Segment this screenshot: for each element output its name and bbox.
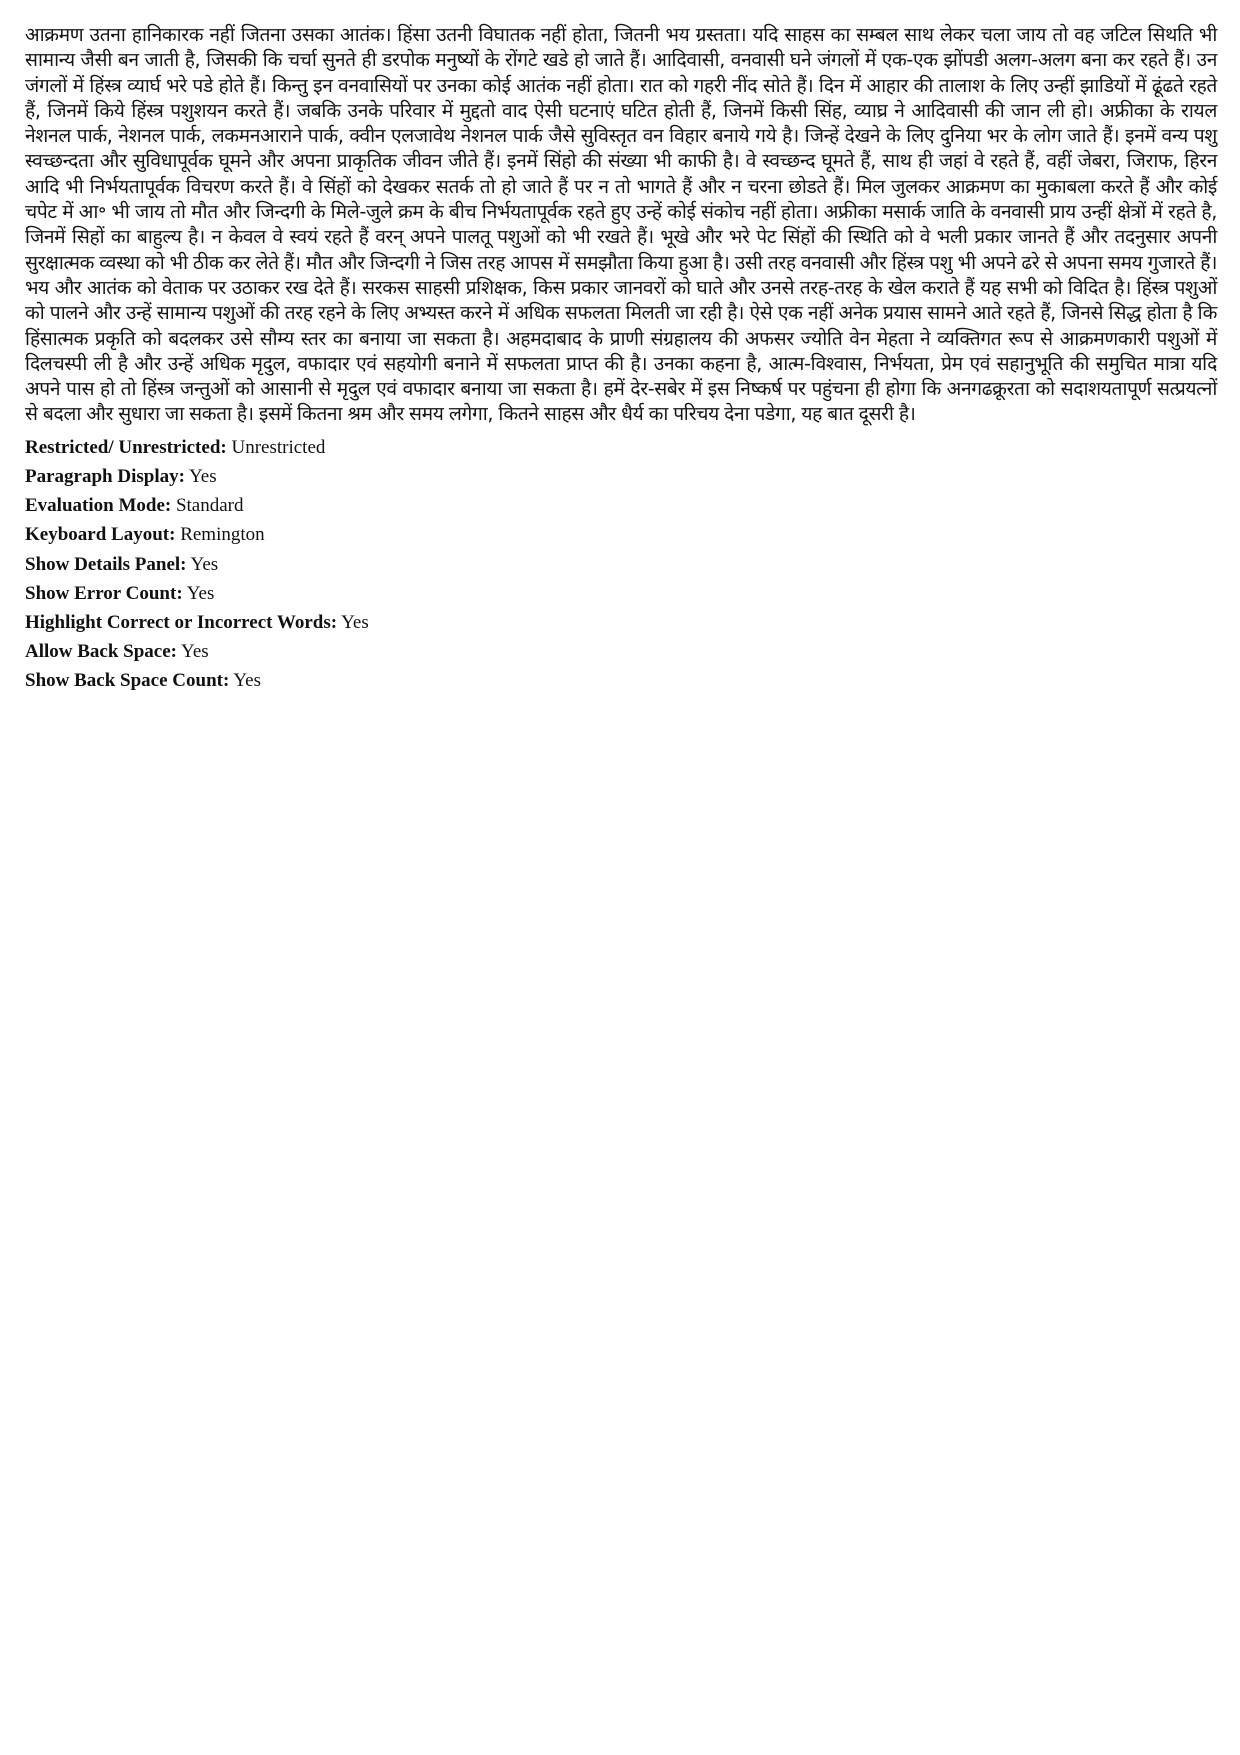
setting-allow-back-space [25,637,1217,666]
setting-value: Yes [188,465,217,487]
setting-label: Paragraph Display: [25,465,185,487]
setting-label: Show Error Count: [25,582,183,604]
setting-label: Highlight Correct or Incorrect Words: [25,611,338,633]
setting-label: Restricted/ Unrestricted: [25,436,227,458]
setting-value: Remington [180,524,265,546]
setting-highlight-words [25,608,1217,637]
setting-label: Allow Back Space: [25,641,177,663]
setting-value: Yes [181,641,209,663]
setting-show-error-count [25,579,1217,608]
setting-show-details-panel [25,550,1217,579]
setting-value: Yes [341,611,369,633]
hindi-passage: आक्रमण उतना हानिकारक नहीं जितना उसका आतंक। हिंसा उतनी विघातक नहीं होता, जितनी भय ग्रस्तता। यदि साहस का सम्बल साथ लेकर चला जाय तो वह जटिल सिथति भी सामान्य जैसी बन जाती है, जिसकी कि चर्चा सुनते ही डरपोक मनुष्यों के रोंगटे खडे हो जाते हैं। आदिवासी, वनवासी घने जंगलों में एक-एक झोंपडी अलग-अलग बना कर रहते हैं। उन जंगलों में हिंस्त्र व्यार्घ भरे पडे होते हैं। किन्तु इन वनवासियों पर उनका कोई आतंक नहीं होता। रात को गहरी नींद सोते हैं। दिन में आहार की तालाश के लिए उन्हीं झाडियों में ढूंढते रहते हैं, जिनमें किये हिंस्त्र पशुशयन करते हैं। जबकि उनके परिवार में मुद्दतो वाद ऐसी घटनाएं घटित होती हैं, जिनमें किसी सिंह, व्याघ्र ने आदिवासी की जान ली हो। अफ्रीका के रायल नेशनल पार्क, नेशनल पार्क, लकमनआराने पार्क, क्वीन एलजावेथ नेशनल पार्क जैसे सुविस्तृत वन विहार बनाये गये है। जिन्हें देखने के लिए दुनिया भर के लोग जाते हैं। इनमें वन्य पशु स्वच्छन्दता और सुविधापूर्वक घूमने और अपना प्राकृतिक जीवन जीते हैं। इनमें सिंहो की संख्या भी काफी है। वे स्वच्छन्द घूमते हैं, साथ ही जहां वे रहते हैं, वहीं जेबरा, जिराफ, हिरन आदि भी निर्भयतापूर्वक विचरण करते हैं। वे सिंहों को देखकर सतर्क तो हो जाते हैं पर न तो भागते हैं और न चरना छोडते हैं। मिल जुलकर आक्रमण का मुकाबला करते हैं और कोई चपेट में आ॰ भी जाय तो मौत और जिन्दगी के मिले-जुले क्रम के बीच निर्भयतापूर्वक रहते हुए उन्हें कोई संकोच नहीं होता। अफ्रीका मसार्क जाति के वनवासी प्राय उन्हीं क्षेत्रों में रहते है, जिनमें सिहों का बाहुल्य है। न केवल वे स्वयं रहते हैं वरन् अपने पालतू पशुओं को भी रखते हैं। भूखे और भरे पेट सिंहों की स्थिति को वे भली प्रकार जानते हैं और तदनुसार अपनी सुरक्षात्मक व्वस्था को भी ठीक कर लेते हैं। मौत और जिन्दगी ने जिस तरह आपस में समझौता किया हुआ है। उसी तरह वनवासी और हिंस्त्र पशु भी अपने ढरे से अपना समय गुजारते हैं। भय और आतंक को वेताक पर उठाकर रख देते हैं। सरकस साहसी प्रशिक्षक, किस प्रकार जानवरों को घाते और उनसे तरह-तरह के खेल कराते हैं यह सभी को विदित है। हिंस्त्र पशुओं को पालने और उन्हें सामान्य पशुओं की तरह रहने के लिए अभ्यस्त करने में अधिक सफलता मिलती जा रही है। ऐसे एक नहीं अनेक प्रयास सामने आते रहते हैं, जिनसे सिद्ध होता है कि हिंसात्मक प्रकृति को बदलकर उसे सौम्य स्तर का बनाया जा सकता है। अहमदाबाद के प्राणी संग्रहालय की अफसर ज्योति वेन मेहता ने व्यक्तिगत रूप से आक्रमणकारी पशुओं में दिलचस्पी ली है और उन्हें अधिक मृदुल, वफादार एवं सहयोगी बनाने में सफलता प्राप्त की है। उनका कहना है, आत्म-विश्वास, निर्भयता, प्रेम एवं सहानुभूति की समुचित मात्रा यदि अपने पास हो तो हिंस्त्र जन्तुओं को आसानी से मृदुल एवं वफादार बनाया जा सकता है। हमें देर-सबेर में इस निष्कर्ष पर पहुंचना ही होगा कि अनगढक्रूरता को सदाशयतापूर्ण सत्प्रयत्नों से बदला और सुधारा जा सकता है। इसमें कितना श्रम और समय लगेगा, कितने साहस और धैर्य का परिचय देना पडेगा, यह बात दूसरी है। [25,23,1217,426]
setting-value: Standard [175,495,244,517]
setting-value: Yes [190,553,219,575]
setting-value: Yes [233,670,261,692]
setting-restricted [25,433,1217,462]
setting-label: Show Back Space Count: [25,670,230,692]
setting-paragraph-display [25,462,1217,491]
setting-value: Unrestricted [231,436,326,458]
test-settings-list [25,433,1217,696]
setting-label: Show Details Panel: [25,553,187,575]
setting-label: Evaluation Mode: [25,495,172,517]
setting-evaluation-mode [25,491,1217,520]
setting-value: Yes [186,582,215,604]
setting-keyboard-layout [25,520,1217,549]
setting-label: Keyboard Layout: [25,524,176,546]
setting-show-back-space-count [25,666,1217,695]
document-page [25,22,1217,696]
